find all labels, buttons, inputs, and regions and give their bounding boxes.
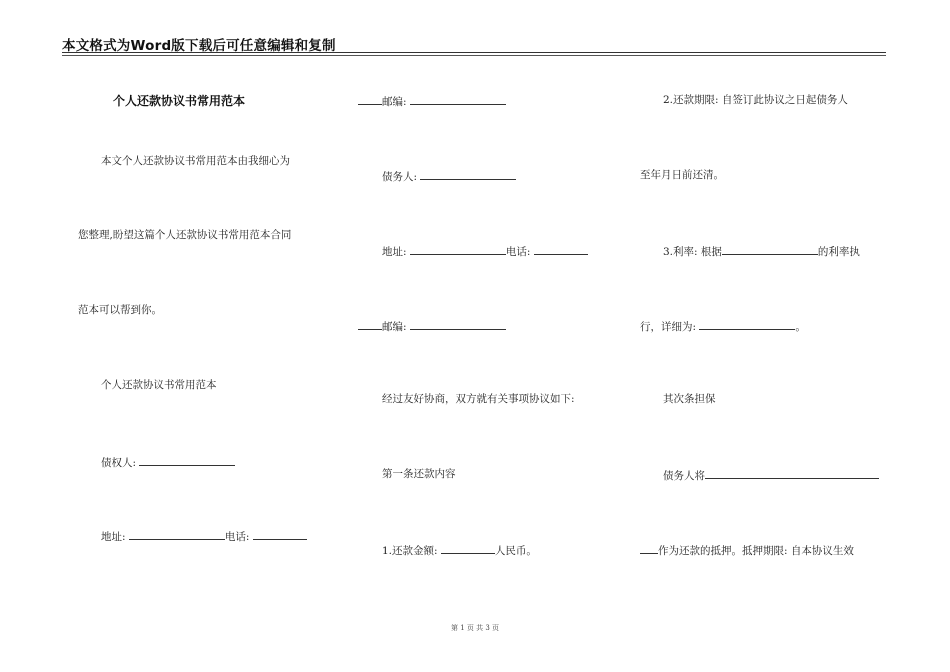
amount-label: 1.还款金额: (382, 545, 438, 557)
period-line: 2.还款期限: 自签订此协议之日起债务人 (663, 94, 848, 106)
amount-unit: 人民币。 (494, 545, 537, 557)
rate-blank (722, 243, 818, 255)
rate-label: 3.利率: 根据 (663, 246, 722, 258)
pledge-prefix-blank (640, 542, 658, 554)
debtor-address-line (382, 243, 588, 259)
rate-line (663, 243, 860, 259)
header-rule-thin (62, 55, 886, 56)
rate-detail-blank (699, 318, 795, 330)
phone-label: 电话: (224, 531, 250, 543)
address-label: 地址: (101, 531, 126, 543)
intro-line-1: 本文个人还款协议书常用范本由我细心为 (101, 155, 290, 167)
amount-blank (441, 542, 495, 554)
agreement-intro: 经过友好协商，双方就有关事项协议如下: (382, 393, 575, 405)
creditor-line (101, 454, 235, 470)
creditor-address-line (101, 528, 307, 544)
rate-detail-line (640, 318, 806, 334)
postcode-line-1 (358, 93, 506, 109)
article-1-title: 第一条还款内容 (382, 468, 456, 480)
debtor-will-label: 债务人将 (663, 470, 705, 482)
address-label: 地址: (382, 246, 407, 258)
rate-suffix: 的利率执 (817, 246, 860, 258)
postcode-blank (410, 318, 506, 330)
amount-line (382, 542, 537, 558)
postcode-prefix-blank (358, 93, 382, 105)
postcode-prefix-blank (358, 318, 382, 330)
page-number: 第 1 页 共 3 页 (450, 624, 500, 632)
creditor-blank (139, 454, 235, 466)
phone-blank (253, 528, 307, 540)
period-continuation: 至年月日前还清。 (640, 169, 724, 181)
postcode-line-2 (358, 318, 506, 334)
debtor-label: 债务人: (382, 171, 418, 183)
debtor-line (382, 168, 516, 184)
pledge-line (640, 542, 854, 558)
creditor-label: 债权人: (101, 457, 137, 469)
postcode-label: 邮编: (382, 96, 407, 108)
intro-line-3: 范本可以帮到你。 (78, 304, 162, 316)
article-2-title: 其次条担保 (663, 393, 716, 405)
address-blank (410, 243, 506, 255)
postcode-blank (410, 93, 506, 105)
intro-line-2: 您整理,盼望这篇个人还款协议书常用范本合同 (78, 229, 292, 241)
header-rule-thick (62, 52, 886, 53)
doc-title: 个人还款协议书常用范本 (113, 94, 246, 108)
address-blank (129, 528, 225, 540)
phone-label: 电话: (505, 246, 531, 258)
rate-end: 。 (795, 321, 806, 333)
pledge-text: 作为还款的抵押。抵押期限: 自本协议生效 (658, 545, 854, 557)
debtor-blank (420, 168, 516, 180)
rate-detail-label: 行，详细为: (640, 321, 697, 333)
collateral-line (663, 467, 879, 483)
phone-blank (534, 243, 588, 255)
postcode-label: 邮编: (382, 321, 407, 333)
collateral-blank (705, 467, 879, 479)
document-header: 本文格式为Word版下载后可任意编辑和复制 (62, 38, 336, 54)
section-subtitle: 个人还款协议书常用范本 (101, 379, 217, 391)
